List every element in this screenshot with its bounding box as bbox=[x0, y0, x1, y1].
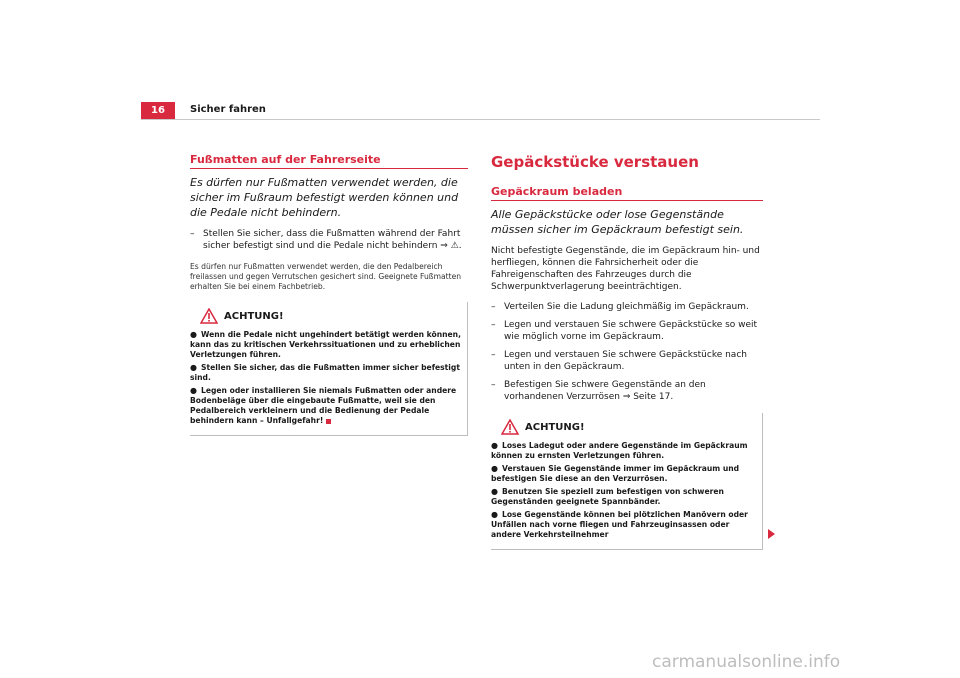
warning-item bbox=[491, 441, 756, 461]
list-item bbox=[491, 349, 763, 373]
note-text: Es dürfen nur Fußmatten verwendet werden, die den Pedalbereich freilassen und gegen Verrutschen gesichert sind. Geeignete Fußmatten erhalten Sie bei einem Fachbetrieb. bbox=[190, 262, 462, 291]
warning-item bbox=[190, 330, 461, 360]
warning-icon bbox=[501, 419, 519, 435]
dash-marker: – bbox=[491, 350, 496, 360]
warning-item-text: Loses Ladegut oder andere Gegenstände im Gepäckraum können zu ernsten Verletzungen führen. bbox=[491, 441, 748, 460]
lead-text: Es dürfen nur Fußmatten verwendet werden, die sicher im Fußraum befestigt werden können und die Pedale nicht behindern. bbox=[190, 176, 459, 219]
warning-icon bbox=[200, 308, 218, 324]
warning-item-text: Verstauen Sie Gegenstände immer im Gepäckraum und befestigen Sie diese an den Verzurrösen. bbox=[491, 464, 740, 483]
section-heading: Gepäckraum beladen bbox=[491, 185, 763, 201]
warning-item-text: Wenn die Pedale nicht ungehindert betätigt werden können, kann das zu kritischen Verkehrssituationen und zu erheblichen Verletzungen führen. bbox=[190, 330, 461, 359]
dash-marker: – bbox=[491, 380, 496, 390]
bullet-icon: ● bbox=[190, 363, 197, 372]
warning-item bbox=[491, 464, 756, 484]
left-column bbox=[190, 153, 468, 436]
warning-item-text: Legen oder installieren Sie niemals Fußmatten oder andere Bodenbeläge über die eingebaute Fußmatte, weil sie den Pedalbereich verkleinern und die Bedienung der Pedale behindern kann – Unfallgefahr! bbox=[190, 386, 457, 425]
list-item-text: Verteilen Sie die Ladung gleichmäßig im Gepäckraum. bbox=[504, 302, 749, 312]
warning-title-text: ACHTUNG! bbox=[224, 310, 284, 322]
lead-text: Alle Gepäckstücke oder lose Gegenstände müssen sicher im Gepäckraum befestigt sein. bbox=[491, 208, 744, 236]
header-rule bbox=[141, 119, 820, 120]
list-item bbox=[491, 301, 763, 313]
list-item bbox=[491, 379, 763, 403]
warning-item-text: Lose Gegenstände können bei plötzlichen Manövern oder Unfällen nach vorne fliegen und Fahrzeuginsassen oder andere Verkehrsteilnehmer bbox=[491, 510, 748, 539]
page-number: 16 bbox=[141, 102, 175, 119]
intro-text: Nicht befestigte Gegenstände, die im Gepäckraum hin- und herfliegen, können die Fahrsicherheit oder die Fahreigenschaften des Fahrzeuges durch die Schwerpunktverlagerung beeinträchtigen. bbox=[491, 246, 760, 292]
list-item-text: Stellen Sie sicher, dass die Fußmatten während der Fahrt sicher befestigt sind und die Pedale nicht behindern ⇒ ⚠. bbox=[203, 229, 462, 251]
dash-marker: – bbox=[491, 302, 496, 312]
bullet-icon: ● bbox=[491, 441, 498, 450]
list-item bbox=[190, 228, 468, 252]
warning-item-text: Benutzen Sie speziell zum befestigen von schweren Gegenständen geeignete Spannbänder. bbox=[491, 487, 724, 506]
continue-arrow-icon bbox=[768, 529, 775, 539]
bullet-icon: ● bbox=[190, 386, 197, 395]
warning-title bbox=[501, 419, 756, 435]
list-item-text: Legen und verstauen Sie schwere Gepäckstücke nach unten in den Gepäckraum. bbox=[504, 350, 747, 372]
warning-title bbox=[200, 308, 461, 324]
warning-item bbox=[190, 386, 461, 426]
bullet-icon: ● bbox=[190, 330, 197, 339]
bullet-icon: ● bbox=[491, 464, 498, 473]
section-heading: Fußmatten auf der Fahrerseite bbox=[190, 153, 468, 169]
running-header: Sicher fahren bbox=[190, 104, 266, 115]
end-mark-icon bbox=[326, 419, 331, 424]
list-item-text: Befestigen Sie schwere Gegenstände an den vorhandenen Verzurrösen ⇒ Seite 17. bbox=[504, 380, 706, 402]
list-item-text: Legen und verstauen Sie schwere Gepäckstücke so weit wie möglich vorne im Gepäckraum. bbox=[504, 320, 758, 342]
warning-item bbox=[190, 363, 461, 383]
bullet-icon: ● bbox=[491, 510, 498, 519]
bullet-icon: ● bbox=[491, 487, 498, 496]
warning-item bbox=[491, 487, 756, 507]
warning-box bbox=[190, 302, 468, 436]
watermark: carmanualsonline.info bbox=[652, 652, 841, 672]
right-column bbox=[491, 153, 763, 550]
warning-item bbox=[491, 510, 756, 540]
chapter-title: Gepäckstücke verstauen bbox=[491, 153, 699, 171]
dash-marker: – bbox=[491, 320, 496, 330]
warning-item-text: Stellen Sie sicher, das die Fußmatten immer sicher befestigt sind. bbox=[190, 363, 460, 382]
warning-title-text: ACHTUNG! bbox=[525, 421, 585, 433]
list-item bbox=[491, 319, 763, 343]
dash-marker: – bbox=[190, 229, 195, 239]
warning-box bbox=[491, 413, 763, 550]
